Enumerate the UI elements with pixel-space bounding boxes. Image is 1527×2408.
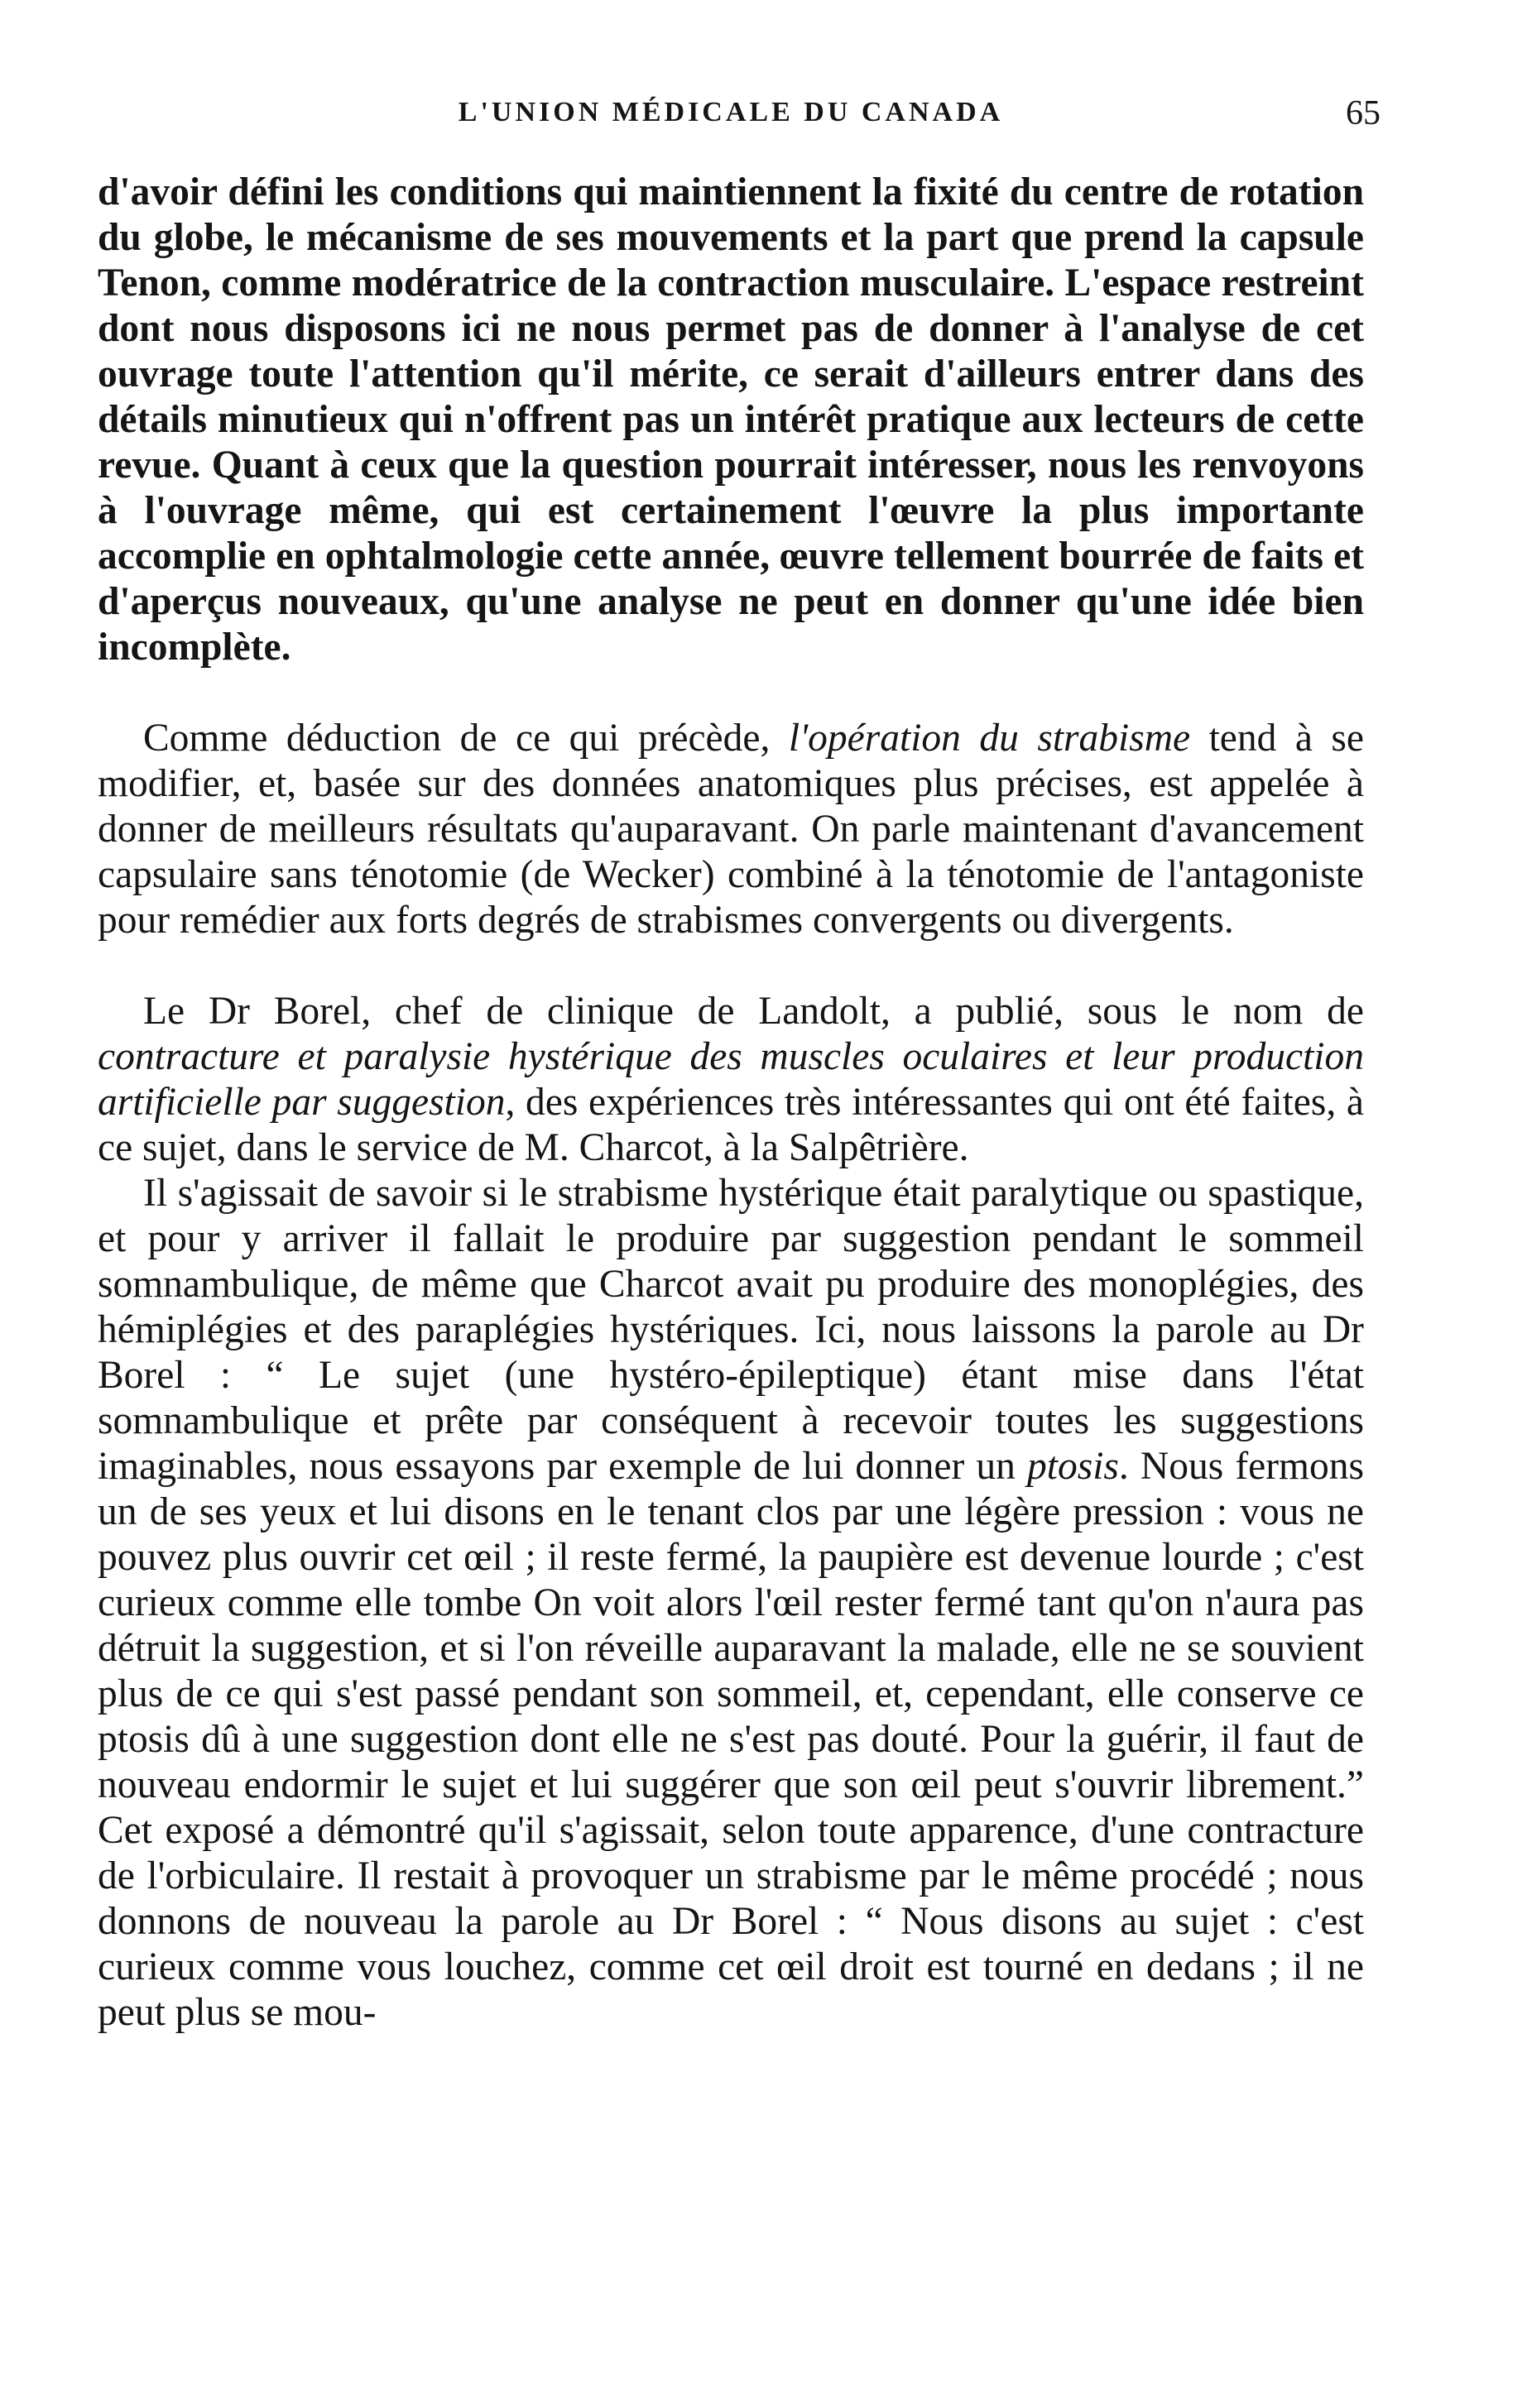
paragraph-3 [98,989,1364,1171]
paragraph-2 [98,716,1364,943]
page-number: 65 [1346,94,1381,132]
paragraph-4-text-start: Il s'agissait de savoir si le strabisme hystérique était paralytique ou spastique, et pour y arriver il fallait le produire par suggestion pendant le sommeil somnambulique, de même que Charcot avait pu produire des monoplégies, des hémiplégies et des paraplégies hystériques. Ici, nous laissons la parole au Dr Borel : “ Le sujet (une hystéro-épileptique) étant mise dans l'état somnambulique et prête par conséquent à recevoir toutes les suggestions imaginables, nous essayons par exemple de lui donner un [98,1172,1364,1488]
paragraph-2-text-end: tend à se modifier, et, basée sur des données anatomiques plus précises, est appelée à donner de meilleurs résultats qu'auparavant. On parle maintenant d'avancement capsulaire sans ténotomie (de Wecker) combiné à la ténotomie de l'antagoniste pour remédier aux forts degrés de strabismes convergents ou divergents. [98,717,1364,942]
running-header [98,79,1381,137]
paragraph-4-italic-term: ptosis [1027,1445,1119,1488]
paragraph-2-text-start: Comme déduction de ce qui précède, [143,717,789,760]
body-text [98,170,1364,2036]
paragraph-4-text-end: . Nous fermons un de ses yeux et lui disons en le tenant clos par une légère pression : vous ne pouvez plus ouvrir cet œil ; il reste fermé, la paupière est devenue lourde ; c'est curieux comme elle tombe On voit alors l'œil rester fermé tant qu'on n'aura pas détruit la suggestion, et si l'on réveille auparavant la malade, elle ne se souvient plus de ce qui s'est passé pendant son sommeil, et, cependant, elle conserve ce ptosis dû à une suggestion dont elle ne s'est pas douté. Pour la guérir, il faut de nouveau endormir le sujet et lui suggérer que son œil peut s'ouvrir librement.” Cet exposé a démontré qu'il s'agissait, selon toute apparence, d'une contracture de l'orbiculaire. Il restait à provoquer un strabisme par le même procédé ; nous donnons de nouveau la parole au Dr Borel : “ Nous disons au sujet : c'est curieux comme vous louchez, comme cet œil droit est tourné en dedans ; il ne peut plus se mou- [98,1445,1364,2034]
paragraph-3-text-start: Le Dr Borel, chef de clinique de Landolt, a publié, sous le nom de [143,990,1364,1033]
running-title: L'UNION MÉDICALE DU CANADA [458,97,1004,127]
document-page [98,79,1381,2362]
paragraph-2-italic-term: l'opération du strabisme [788,717,1191,760]
paragraph-4 [98,1171,1364,2036]
paragraph-3-text-end: , des expériences très intéressantes qui ont été faites, à ce sujet, dans le service de M. Charcot, à la Salpêtrière. [98,1081,1364,1169]
paragraph-3-italic-title: contracture et paralysie hystérique des muscles oculaires et leur production artificielle par suggestion [98,1035,1364,1124]
paragraph-1: d'avoir défini les conditions qui maintiennent la fixité du centre de rotation du globe, le mécanisme de ses mouvements et la part que prend la capsule Tenon, comme modératrice de la contraction musculaire. L'espace restreint dont nous disposons ici ne nous permet pas de donner à l'analyse de cet ouvrage toute l'attention qu'il mérite, ce serait d'ailleurs entrer dans des détails minutieux qui n'offrent pas un intérêt pratique aux lecteurs de cette revue. Quant à ceux que la question pourrait intéresser, nous les renvoyons à l'ouvrage même, qui est certainement l'œuvre la plus importante accomplie en ophtalmologie cette année, œuvre tellement bourrée de faits et d'aperçus nouveaux, qu'une analyse ne peut en donner qu'une idée bien incomplète. [98,170,1364,669]
